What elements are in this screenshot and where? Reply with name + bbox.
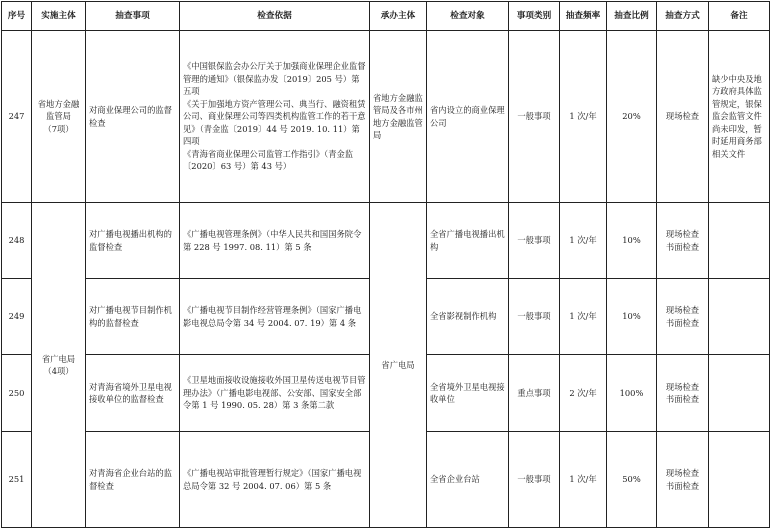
inspection-target: 全省企业台站 bbox=[427, 432, 509, 528]
remark bbox=[709, 432, 770, 528]
inspection-method: 现场检查 书面检查 bbox=[657, 432, 709, 528]
item-category: 一般事项 bbox=[509, 31, 560, 203]
header-method: 抽查方式 bbox=[657, 2, 709, 31]
row-number: 248 bbox=[2, 203, 32, 279]
inspection-basis: 《中国银保监会办公厅关于加强商业保理企业监督管理的通知》（银保监办发〔2019〕205 号）第五项 《关于加强地方资产管理公司、典当行、融资租赁公司、商业保理公司等四类机构监管工作的若干意见》（青金监〔2019〕44 号 2019. 10. 11）第四项 《青海省商业保理公司监管工作指引》（青金监〔2020〕63 号）第 43 号） bbox=[180, 31, 370, 203]
remark bbox=[709, 203, 770, 279]
header-ratio: 抽查比例 bbox=[607, 2, 657, 31]
inspection-ratio: 100% bbox=[607, 355, 657, 432]
undertaking-body: 省地方金融监管局及各市州地方金融监管局 bbox=[370, 31, 427, 203]
implementing-subject: 省地方金融 监管局 （7项） bbox=[32, 31, 86, 203]
item-category: 一般事项 bbox=[509, 279, 560, 355]
inspection-table bbox=[1, 1, 770, 528]
item-category: 一般事项 bbox=[509, 432, 560, 528]
header-undertaker: 承办主体 bbox=[370, 2, 427, 31]
header-frequency: 抽查频率 bbox=[560, 2, 607, 31]
header-target: 检查对象 bbox=[427, 2, 509, 31]
inspection-basis: 《广播电视节目制作经营管理条例》（国家广播电影电视总局令第 34 号 2004. 07. 19）第 4 条 bbox=[180, 279, 370, 355]
inspection-ratio: 20% bbox=[607, 31, 657, 203]
undertaking-body: 省广电局 bbox=[370, 203, 427, 528]
inspection-frequency: 1 次/年 bbox=[560, 203, 607, 279]
table-row bbox=[2, 203, 770, 279]
row-number: 251 bbox=[2, 432, 32, 528]
inspection-method: 现场检查 书面检查 bbox=[657, 355, 709, 432]
remark bbox=[709, 279, 770, 355]
inspection-item: 对商业保理公司的监督检查 bbox=[86, 31, 180, 203]
header-item: 抽查事项 bbox=[86, 2, 180, 31]
header-no: 序号 bbox=[2, 2, 32, 31]
header-category: 事项类别 bbox=[509, 2, 560, 31]
inspection-ratio: 10% bbox=[607, 279, 657, 355]
inspection-method: 现场检查 bbox=[657, 31, 709, 203]
item-category: 一般事项 bbox=[509, 203, 560, 279]
inspection-ratio: 10% bbox=[607, 203, 657, 279]
table-header-row bbox=[2, 2, 770, 31]
inspection-target: 全省广播电视播出机构 bbox=[427, 203, 509, 279]
inspection-item: 对青海省企业台站的监督检查 bbox=[86, 432, 180, 528]
inspection-basis: 《广播电视管理条例》（中华人民共和国国务院令第 228 号 1997. 08. 11）第 5 条 bbox=[180, 203, 370, 279]
inspection-basis: 《广播电视站审批管理暂行规定》（国家广播电视总局令第 32 号 2004. 07. 06）第 5 条 bbox=[180, 432, 370, 528]
remark: 缺少中央及地方政府具体监管规定，银保监会监管文件尚未印发，暂时延用商务部相关文件 bbox=[709, 31, 770, 203]
header-subject: 实施主体 bbox=[32, 2, 86, 31]
remark bbox=[709, 355, 770, 432]
inspection-method: 现场检查 书面检查 bbox=[657, 203, 709, 279]
inspection-frequency: 1 次/年 bbox=[560, 279, 607, 355]
inspection-frequency: 2 次/年 bbox=[560, 355, 607, 432]
row-number: 247 bbox=[2, 31, 32, 203]
inspection-item: 对广播电视节目制作机构的监督检查 bbox=[86, 279, 180, 355]
inspection-item: 对青海省境外卫星电视接收单位的监督检查 bbox=[86, 355, 180, 432]
inspection-target: 省内设立的商业保理公司 bbox=[427, 31, 509, 203]
inspection-method: 现场检查 书面检查 bbox=[657, 279, 709, 355]
row-number: 249 bbox=[2, 279, 32, 355]
document-page bbox=[0, 1, 770, 532]
inspection-target: 全省境外卫星电视接收单位 bbox=[427, 355, 509, 432]
inspection-frequency: 1 次/年 bbox=[560, 432, 607, 528]
inspection-item: 对广播电视播出机构的监督检查 bbox=[86, 203, 180, 279]
inspection-frequency: 1 次/年 bbox=[560, 31, 607, 203]
table-row bbox=[2, 31, 770, 203]
inspection-target: 全省影视制作机构 bbox=[427, 279, 509, 355]
inspection-ratio: 50% bbox=[607, 432, 657, 528]
inspection-basis: 《卫星地面接收设施接收外国卫星传送电视节目管理办法》（广播电影电视部、公安部、国家安全部令第 1 号 1990. 05. 28）第 3 条第二款 bbox=[180, 355, 370, 432]
header-remark: 备注 bbox=[709, 2, 770, 31]
implementing-subject: 省广电局 （4项） bbox=[32, 203, 86, 528]
header-basis: 检查依据 bbox=[180, 2, 370, 31]
item-category: 重点事项 bbox=[509, 355, 560, 432]
row-number: 250 bbox=[2, 355, 32, 432]
